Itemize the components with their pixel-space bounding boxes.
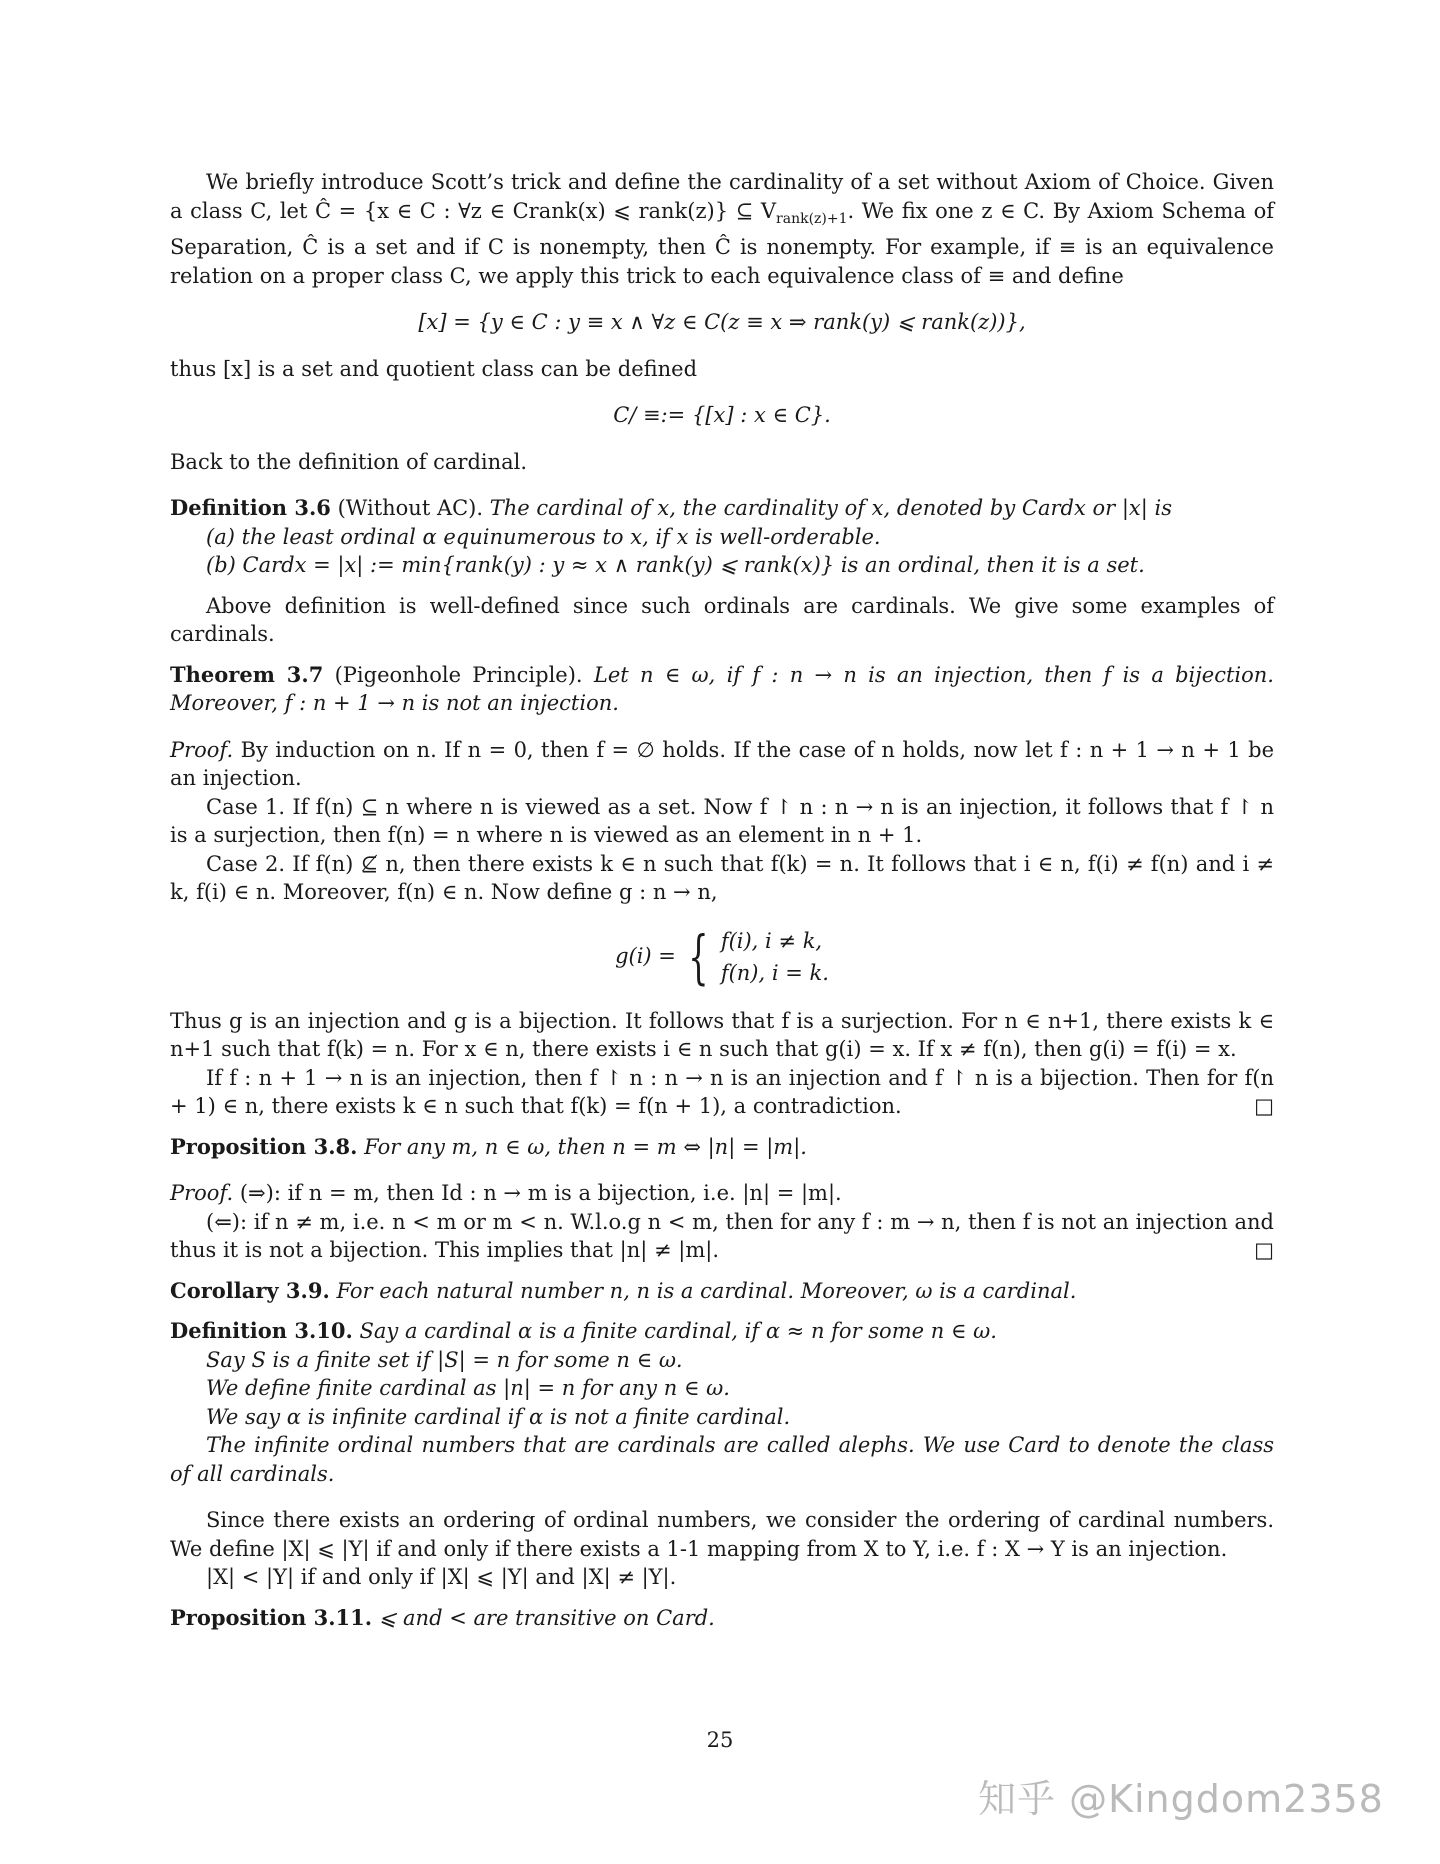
left-brace: { xyxy=(688,922,709,991)
corollary-label: Corollary 3.9. xyxy=(170,1277,330,1303)
proposition-3-11: Proposition 3.11. ⩽ and < are transitive on Card. xyxy=(170,1604,715,1630)
theorem-label: Theorem 3.7 xyxy=(170,661,324,687)
strict-ordering-text: |X| < |Y| if and only if |X| ⩽ |Y| and |X| ≠ |Y|. xyxy=(206,1565,677,1589)
proof-proposition-3-8: Proof. (⇒): if n = m, then Id : n → m is a bijection, i.e. |n| = |m|. (⇐): if n ≠ m, i.e. n < m or m < n. W.l.o.g n < m, then for any f : m → n, then f is not an injection and thus it is not a bijection. This implies that |n| ≠ |m|. □ xyxy=(170,1179,1274,1265)
piecewise-function-g: g(i) = { f(i), i ≠ k, f(n), i = k. xyxy=(615,922,829,991)
proposition-label: Proposition 3.11. xyxy=(170,1604,373,1630)
quotient-paragraph: thus [x] is a set and quotient class can be defined xyxy=(170,356,698,381)
equation-quotient-class: C/ ≡:= {[x] : x ∈ C}. xyxy=(613,403,831,427)
proof-label: Proof. xyxy=(170,1181,234,1205)
ordering-paragraph: Since there exists an ordering of ordinal numbers, we consider the ordering of cardinal numbers. We define |X| ⩽ |Y| if and only if there exists a 1-1 mapping from X to Y, i.e. f : X → Y is an injection. xyxy=(170,1508,1274,1561)
intro-paragraph: We briefly introduce Scott’s trick and define the cardinality of a set without Axiom of Choice. Given a class C, let Ĉ = {x ∈ C : ∀z ∈ Crank(x) ⩽ rank(z)} ⊆ $V_{rank(z)+1}$. We fix one z ∈ C. By Axiom Schema of Separation, Ĉ is a set and if C is nonempty, then Ĉ is nonempty. For example, if ≡ is an equivalence relation on a proper class C, we apply this trick to each equivalence class of ≡ and define xyxy=(170,170,1274,288)
equation-equivalence-class: [x] = {y ∈ C : y ≡ x ∧ ∀z ∈ C(z ≡ x ⇒ rank(y) ⩽ rank(z))}, xyxy=(418,310,1026,334)
definition-finite-set: Say S is a finite set if |S| = n for some n ∈ ω. xyxy=(206,1347,683,1372)
proof-converse-text: (⇐): if n ≠ m, i.e. n < m or m < n. W.l.o.g n < m, then for any f : m → n, then f is not an injection and thus it is not a bijection. This implies that |n| ≠ |m|. □ xyxy=(170,1208,1274,1265)
back-to-definition-text: Back to the definition of cardinal. xyxy=(170,449,528,474)
proof-contradiction-text: If f : n + 1 → n is an injection, then f ↾ n : n → n is an injection and f ↾ n is a bijection. Then for f(n + 1) ∈ n, there exists k ∈ n such that f(k) = f(n + 1), a contradiction. □ xyxy=(170,1064,1274,1121)
definition-finite-cardinal: We define finite cardinal as |n| = n for any n ∈ ω. xyxy=(206,1376,730,1400)
definition-3-10: Definition 3.10. Say a cardinal α is a finite cardinal, if α ≈ n for some n ∈ ω. Say S is a finite set if |S| = n for some n ∈ ω. We define finite cardinal as |n| = n for any n ∈ ω. We say α is infinite cardinal if α is not a finite cardinal. The infinite ordinal numbers that are cardinals are called alephs. We use Card to denote the class of all cardinals. xyxy=(170,1317,1274,1488)
cardinal-examples-paragraph: Above definition is well-defined since such ordinals are cardinals. We give some examples of cardinals. xyxy=(170,593,1274,646)
definition-item-b: (b) Cardx = |x| := min{rank(y) : y ≈ x ∧ rank(y) ⩽ rank(x)} is an ordinal, then it is a set. xyxy=(206,553,1145,577)
proof-label: Proof. xyxy=(170,737,234,762)
paper-page-body xyxy=(170,168,1274,1632)
watermark: 知乎 @Kingdom2358 xyxy=(978,1777,1384,1821)
proof-case-2: Case 2. If f(n) ⊈ n, then there exists k ∈ n such that f(k) = n. It follows that i ∈ n, f(i) ≠ f(n) and i ≠ k, f(i) ∈ n. Moreover, f(n) ∈ n. Now define g : n → n, xyxy=(170,851,1274,904)
corollary-3-9: Corollary 3.9. For each natural number n, n is a cardinal. Moreover, ω is a cardinal. xyxy=(170,1277,1077,1303)
definition-label: Definition 3.6 xyxy=(170,495,331,520)
proof-case-1: Case 1. If f(n) ⊆ n where n is viewed as a set. Now f ↾ n : n → n is an injection, it follows that f ↾ n is a surjection, then f(n) = n where n is viewed as an element in n + 1. xyxy=(170,794,1274,847)
proof-theorem-3-7: Proof. By induction on n. If n = 0, then f = ∅ holds. If the case of n holds, now let f : n + 1 → n + 1 be an injection. Case 1. If f(n) ⊆ n where n is viewed as a set. Now f ↾ n : n → n is an injection, it follows that f ↾ n is a surjection, then f(n) = n where n is viewed as an element in n + 1. Case 2. If f(n) ⊈ n, then there exists k ∈ n such that f(k) = n. It follows that i ∈ n, f(i) ≠ f(n) and i ≠ k, f(i) ∈ n. Moreover, f(n) ∈ n. Now define g : n → n, g(i) = { f(i), i ≠ k, f(n), i = k. Thus g is an injection and g is a bijection. It follows that f is a surjection. For n ∈ n+1, there exists k ∈ n+1 such that f(k) = n. For x ∈ n, there exists i ∈ n such that g(i) = x. If x ≠ f(n), then g(i) = f(i) = x. If f : n + 1 → n is an injection, then f ↾ n : n → n is an injection and f ↾ n is a bijection. Then for f(n + 1) ∈ n, there exists k ∈ n such that f(k) = f(n + 1), a contradiction. □ xyxy=(170,736,1274,1121)
definition-infinite-cardinal: We say α is infinite cardinal if α is not a finite cardinal. xyxy=(206,1404,791,1429)
proof-surjection-text: Thus g is an injection and g is a bijection. It follows that f is a surjection. For n ∈ n+1, there exists k ∈ n+1 such that f(k) = n. For x ∈ n, there exists i ∈ n such that g(i) = x. If x ≠ f(n), then g(i) = f(i) = x. xyxy=(170,1008,1274,1061)
proposition-3-8: Proposition 3.8. For any m, n ∈ ω, then n = m ⇔ |n| = |m|. xyxy=(170,1133,807,1159)
qed-symbol: □ xyxy=(1254,1238,1274,1262)
page-number: 25 xyxy=(706,1728,734,1752)
definition-alephs: The infinite ordinal numbers that are cardinals are called alephs. We use Card to denote the class of all cardinals. xyxy=(170,1433,1274,1486)
definition-item-a: (a) the least ordinal α equinumerous to x, if x is well-orderable. xyxy=(206,524,881,549)
theorem-3-7: Theorem 3.7 (Pigeonhole Principle). Let n ∈ ω, if f : n → n is an injection, then f is a bijection. Moreover, f : n + 1 → n is not an injection. xyxy=(170,661,1274,715)
proposition-label: Proposition 3.8. xyxy=(170,1133,358,1159)
definition-3-6: Definition 3.6 (Without AC). The cardinal of x, the cardinality of x, denoted by Cardx or |x| is (a) the least ordinal α equinumerous to x, if x is well-orderable. (b) Cardx = |x| := min{rank(y) : y ≈ x ∧ rank(y) ⩽ rank(x)} is an ordinal, then it is a set. xyxy=(170,494,1274,580)
definition-label: Definition 3.10. xyxy=(170,1318,353,1343)
qed-symbol: □ xyxy=(1254,1094,1274,1118)
